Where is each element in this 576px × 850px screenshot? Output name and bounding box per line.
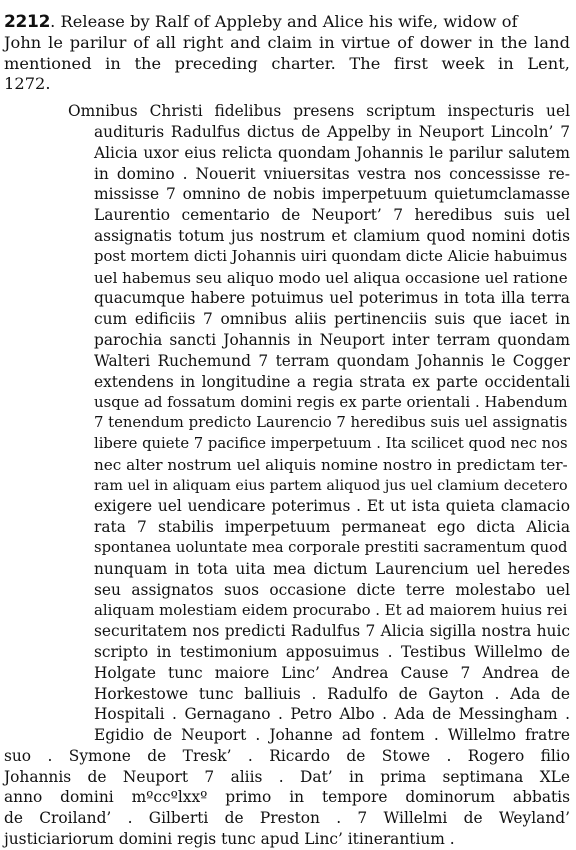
- charter-line: Laurentio cementario de Neuport’ 7 heredibus suis uel: [94, 206, 570, 225]
- charter-line: in domino . Nouerit vniuersitas vestra nos concessisse re-: [94, 164, 570, 183]
- charter-line: justiciariorum domini regis tunc apud Linc’ itinerantium .: [4, 830, 455, 849]
- entry-summary-line: John le parilur of all right and claim in virtue of dower in the land: [4, 32, 570, 52]
- charter-line: spontanea uoluntate mea corporale prestiti sacramentum quod: [94, 538, 568, 556]
- charter-line: Egidio de Neuport . Johanne ad fontem . Willelmo fratre: [94, 726, 570, 745]
- charter-text: [4, 101, 570, 850]
- charter-line: Johannis de Neuport 7 aliis . Dat’ in prima septimana XLe: [4, 767, 570, 786]
- charter-line: mississe 7 omnino de nobis imperpetuum quietumclamasse: [94, 185, 570, 204]
- charter-line: usque ad fossatum domini regis ex parte orientali . Habendum: [94, 393, 568, 412]
- charter-line: post mortem dicti Johannis uiri quondam dicte Alicie habuimus: [94, 247, 568, 265]
- charter-line: exigere uel uendicare poterimus . Et ut ista quieta clamacio: [94, 497, 570, 516]
- charter-line: aliquam molestiam eidem procurabo . Et ad maiorem huius rei: [94, 601, 568, 620]
- entry-summary-line: mentioned in the preceding charter. The first week in Lent,: [4, 53, 570, 73]
- entry-heading: [4, 12, 570, 95]
- charter-line: nec alter nostrum uel aliquis nomine nostro in predictam ter-: [94, 455, 568, 474]
- charter-line: de Croiland’ . Gilberti de Preston . 7 Willelmi de Weyland’: [4, 809, 570, 828]
- charter-line: Horkestowe tunc balliuis . Radulfo de Gayton . Ada de: [94, 684, 570, 703]
- charter-line: uel habemus seu aliquo modo uel aliqua occasione uel ratione: [94, 268, 568, 287]
- charter-line: quacumque habere potuimus uel poterimus in tota illa terra: [94, 289, 570, 308]
- charter-line: securitatem nos predicti Radulfus 7 Alicia sigilla nostra huic: [94, 622, 570, 641]
- entry-summary-line: . Release by Ralf of Appleby and Alice his wife, widow of: [50, 12, 518, 31]
- charter-line: Holgate tunc maiore Linc’ Andrea Cause 7 Andrea de: [94, 663, 570, 682]
- charter-line: seu assignatos suos occasione dicte terre molestabo uel: [94, 580, 570, 599]
- charter-line: 7 tenendum predicto Laurencio 7 heredibus suis uel assignatis: [94, 414, 568, 432]
- charter-line: scripto in testimonium apposuimus . Testibus Willelmo de: [94, 642, 570, 661]
- charter-line: extendens in longitudine a regia strata ex parte occidentali: [94, 372, 570, 391]
- charter-line: Alicia uxor eius relicta quondam Johannis le parilur salutem: [94, 143, 570, 162]
- charter-line: cum edificiis 7 omnibus aliis pertinenciis suis que iacet in: [94, 310, 570, 329]
- entry-heading-line-1: [4, 12, 570, 33]
- charter-line: Walteri Ruchemund 7 terram quondam Johannis le Cogger: [94, 351, 570, 370]
- charter-line: anno domini mºccºlxxº primo in tempore dominorum abbatis: [4, 788, 570, 807]
- charter-line: rata 7 stabilis imperpetuum permaneat ego dicta Alicia: [94, 518, 570, 537]
- entry-summary-line: 1272.: [4, 74, 51, 94]
- charter-line: nunquam in tota uita mea dictum Laurencium uel heredes: [94, 559, 570, 578]
- charter-line: parochia sancti Johannis in Neuport inter terram quondam: [94, 330, 570, 349]
- charter-line: ram uel in aliquam eius partem aliquod jus uel clamium decetero: [94, 477, 568, 494]
- charter-line: suo . Symone de Tresk’ . Ricardo de Stowe . Rogero filio: [4, 746, 570, 765]
- charter-line: assignatis totum jus nostrum et clamium quod nomini dotis: [94, 226, 570, 245]
- charter-line: libere quiete 7 pacifice imperpetuum . Ita scilicet quod nec nos: [94, 434, 568, 452]
- charter-line: Hospitali . Gernagano . Petro Albo . Ada de Messingham .: [94, 705, 570, 724]
- entry-number: 2212: [4, 12, 51, 32]
- charter-line: Omnibus Christi fidelibus presens scriptum inspecturis uel: [68, 102, 570, 121]
- charter-line: audituris Radulfus dictus de Appelby in Neuport Lincoln’ 7: [94, 122, 570, 141]
